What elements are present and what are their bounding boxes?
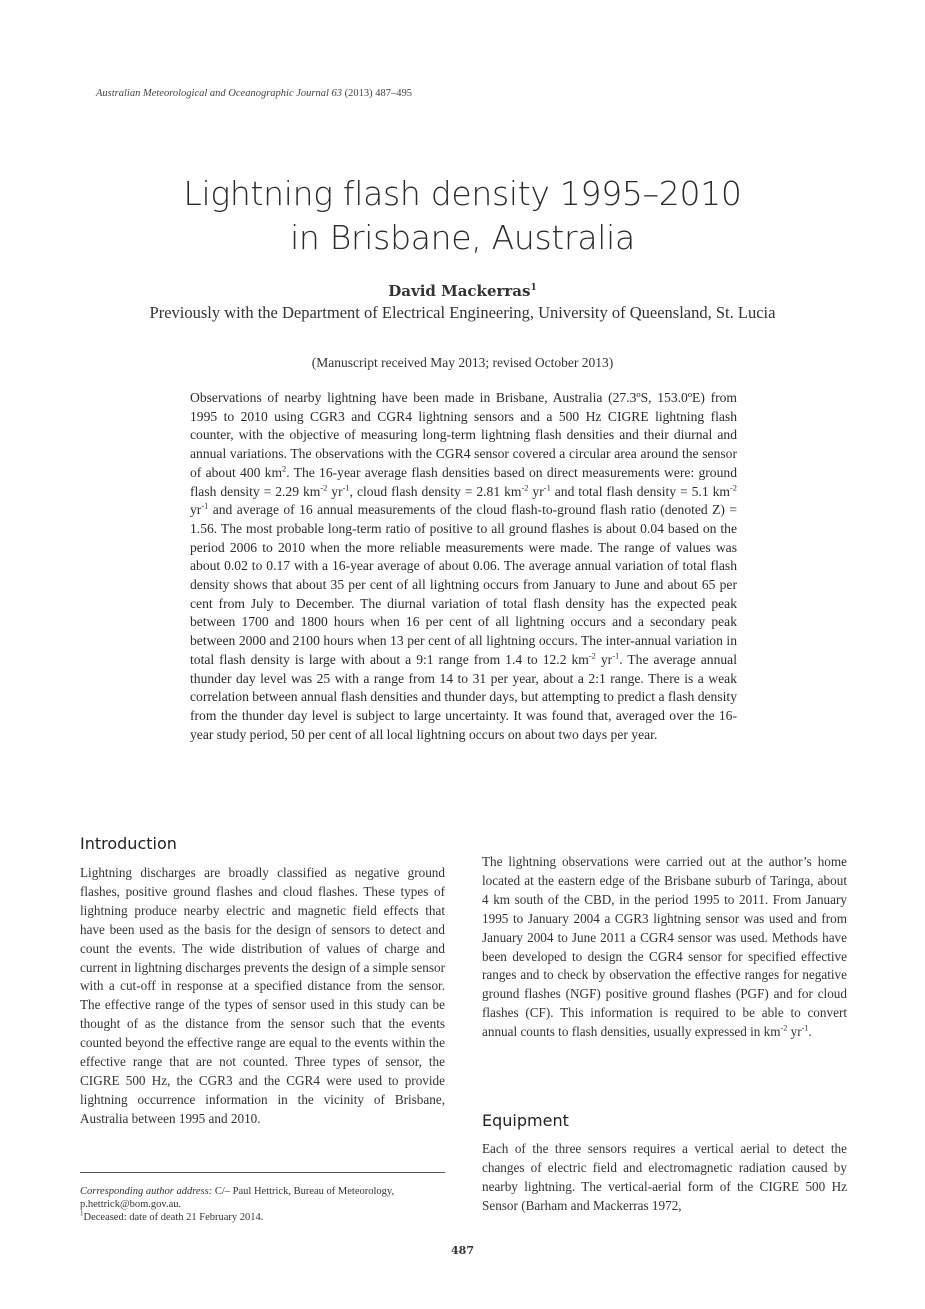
abstract-sup: -2 xyxy=(320,481,328,492)
abstract xyxy=(190,389,737,744)
manuscript-received: (Manuscript received May 2013; revised October 2013) xyxy=(311,355,614,370)
section-heading-introduction: Introduction xyxy=(80,834,177,853)
paper-title xyxy=(0,172,925,260)
paragraph-text: The lightning observations were carried out at the author’s home located at the eastern edge of the Brisbane suburb of Taringa, about 4 km south of the CBD, in the period 1995 to 2011. From January 1995 to January 2004 a CGR3 lightning sensor was used and from January 2004 to June 2011 a CGR4 sensor was used. Methods have been developed to design the CGR4 sensor for specified effective ranges and to check by observation the effective ranges for negative ground flashes (NGF) positive ground flashes (PGF) and for cloud flashes (CF). This information is required to be able to convert annual counts to flash densities, usually expressed in km xyxy=(482,854,847,1040)
abstract-sup: -2 xyxy=(729,481,737,492)
abstract-text: . The average annual thunder day level was 25 with a range from 14 to 31 per year, about a 2:1 range. There is a weak correlation between annual flash densities and thunder days, but attempting to predict a flash density from the thunder day level is subject to large uncertainty. It was found that, averaged over the 16-year study period, 50 per cent of all local lightning occurs on about two days per year. xyxy=(190,651,737,742)
paragraph-text: yr xyxy=(787,1024,802,1040)
observations-paragraph xyxy=(482,853,847,1042)
footnote-address-line xyxy=(80,1185,450,1198)
introduction-body: Lightning discharges are broadly classified as negative ground flashes, positive ground flashes and cloud flashes. These types of lightning produce nearby electric and magnetic field effects that have been used as the basis for the design of sensors to detect and count the events. The wide distribution of values of charge and current in lightning discharges prevents the design of a simple sensor with a cut-off in response at a specified distance from the sensor. The effective range of the types of sensor used in this study can be thought of as the distance from the sensor such that the events counted beyond the effective range are equal to the events within the effective range that are not counted. Three types of sensor, the CIGRE 500 Hz, the CGR3 and the CGR4 were used to provide lightning occurrence information in the vicinity of Brisbane, Australia between 1995 and 2010. xyxy=(80,865,445,1126)
footnote-deceased: Deceased: date of death 21 February 2014. xyxy=(83,1212,264,1223)
abstract-text: Observations of nearby lightning have been made in Brisbane, Australia (27.3ºS, 153.0ºE) from 1995 to 2010 using CGR3 and CGR4 lightning sensors and a 500 Hz CIGRE lightning flash counter, with the objective of measuring long-term lightning flash densities and their diurnal and annual variations. The observations with the CGR4 sensor covered a circular area around the sensor of about 400 km xyxy=(190,390,737,480)
abstract-sup: -1 xyxy=(612,650,620,661)
journal-issue: (2013) 487–495 xyxy=(342,88,413,99)
abstract-text: yr xyxy=(595,651,613,667)
abstract-sup: -2 xyxy=(588,650,596,661)
abstract-text: yr xyxy=(528,483,544,499)
abstract-text: . The 16-year average flash densities based on direct measurements were: ground flash density = 2.29 km xyxy=(190,464,737,499)
author-name xyxy=(0,282,925,300)
paragraph-text: . xyxy=(808,1024,812,1040)
footnote-deceased-line xyxy=(80,1211,450,1224)
abstract-text: and total flash density = 5.1 km xyxy=(550,483,730,499)
footnote-address: C/– Paul Hettrick, Bureau of Meteorology, xyxy=(212,1186,395,1197)
abstract-text: yr xyxy=(327,483,343,499)
page-number: 487 xyxy=(451,1244,474,1257)
abstract-text: , cloud flash density = 2.81 km xyxy=(349,483,522,499)
author-affiliation: Previously with the Department of Electrical Engineering, University of Queensland, St. Lucia xyxy=(149,303,776,322)
author-name-text: David Mackerras xyxy=(388,282,531,300)
abstract-sup: -1 xyxy=(543,481,551,492)
abstract-text: yr xyxy=(190,502,202,518)
section-heading-equipment: Equipment xyxy=(482,1111,569,1130)
footnote-email[interactable]: p.hettrick@bom.gov.au. xyxy=(80,1199,182,1210)
footnote-divider xyxy=(80,1172,445,1173)
abstract-text: and average of 16 annual measurements of the cloud flash-to-ground flash ratio (denoted Z) = 1.56. The most probable long-term ratio of positive to all ground flashes is about 0.04 based on the period 2006 to 2010 when the more reliable measurements were made. The range of values was about 0.02 to 0.17 with a 16-year average of about 0.06. The average annual variation of total flash density shows that about 35 per cent of all lightning occurs from January to June and about 65 per cent from July to December. The diurnal variation of total flash density has the expected peak between 1700 and 1800 hours when 16 per cent of all lightning occurs and a secondary peak between 2000 and 2100 hours when 13 per cent of all lightning occurs. The inter-annual variation in total flash density is large with about a 9:1 range from 1.4 to 12.2 km xyxy=(190,502,737,667)
abstract-sup: -2 xyxy=(521,481,529,492)
equipment-body: Each of the three sensors requires a vertical aerial to detect the changes of electric field and electromagnetic radiation caused by nearby lightning. The vertical-aerial form of the CIGRE 500 Hz Sensor (Barham and Mackerras 1972, xyxy=(482,1141,847,1213)
footnote-marker: 1 xyxy=(80,1209,84,1218)
author-marker: 1 xyxy=(530,283,537,293)
abstract-sup: 2 xyxy=(282,463,287,474)
footnote xyxy=(80,1185,450,1224)
journal-citation xyxy=(96,88,412,99)
abstract-sup: -1 xyxy=(342,481,350,492)
title-line-1: Lightning flash density 1995–2010 xyxy=(183,174,742,213)
footnote-label: Corresponding author address: xyxy=(80,1186,213,1197)
paragraph-sup: -2 xyxy=(780,1023,788,1033)
title-line-2: in Brisbane, Australia xyxy=(290,218,635,257)
journal-name: Australian Meteorological and Oceanographic Journal 63 xyxy=(96,88,343,99)
paragraph-sup: -1 xyxy=(801,1023,809,1033)
abstract-sup: -1 xyxy=(201,500,209,511)
